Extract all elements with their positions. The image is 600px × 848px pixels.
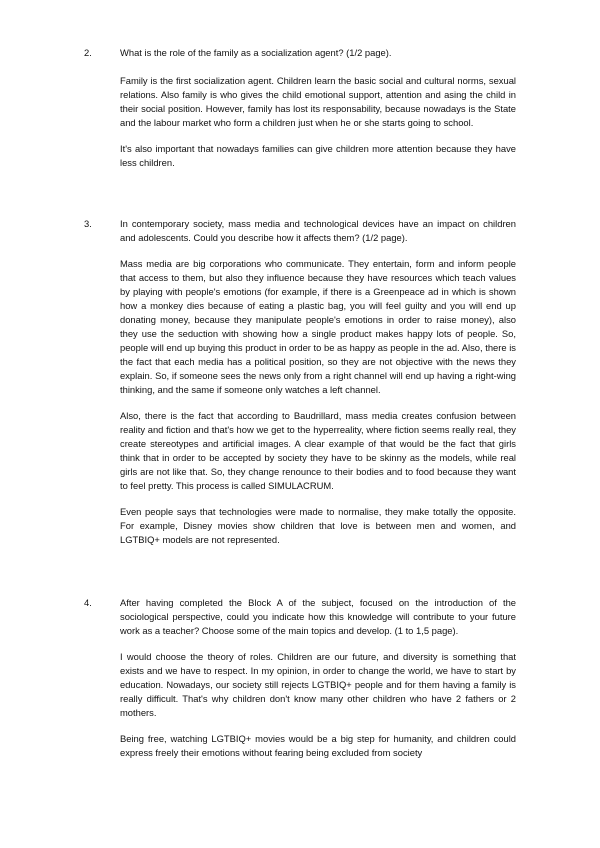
question-prompt: What is the role of the family as a socialization agent? (1/2 page). bbox=[120, 47, 392, 58]
answer-paragraph: Being free, watching LGTBIQ+ movies would be a big step for humanity, and children could express freely their emotions without fearing being excluded from society bbox=[120, 733, 516, 758]
question-number: 2. bbox=[84, 47, 92, 58]
question-number: 3. bbox=[84, 218, 92, 229]
question-answer bbox=[120, 257, 516, 547]
answer-paragraph: Also, there is the fact that according to Baudrillard, mass media creates confusion between reality and fiction and that's how we get to the hyperreality, where fiction seems really real, they create stereotypes and artificial images. A clear example of that would be the fact that girls think that in order to be accepted by society they have to be skinny as the models, while real girls are not like that. So, they change renounce to their bodies and to food because they want to feel pretty. This process is called SIMULACRUM. bbox=[120, 410, 516, 491]
question-2 bbox=[84, 46, 516, 182]
question-4 bbox=[84, 596, 516, 772]
question-answer bbox=[120, 650, 516, 760]
answer-paragraph: Mass media are big corporations who communicate. They entertain, form and inform people that access to them, but also they influence because they have resources which teach values by playing with people's emotions (for example, if there is a Greenpeace ad in which is shown how a monkey dies because of eating a plastic bag, you will feel guilty and you will end up donating money, because they manipulate people's emotions in order to raise money), also they use the seduction with showing how a single product makes happy lots of people. So, people will end up buying this product in order to be as happy as people in the ad. Also, there is the fact that each media has a political position, so they are not objective with the news they explain. So, if someone sees the news only from a right channel will end up having a right-wing thinking, and the same if someone only watches a left channel. bbox=[120, 258, 516, 395]
answer-paragraph: Family is the first socialization agent. Children learn the basic social and cultural norms, sexual relations. Also family is who gives the child emotional support, attention and asing the child in their social position. However, family has lost its responsability, because nowadays is the State and the labour market who form a children just when he or she starts going to school. bbox=[120, 75, 516, 128]
answer-paragraph: It's also important that nowadays families can give children more attention because they have less children. bbox=[120, 143, 516, 168]
question-prompt: After having completed the Block A of the subject, focused on the introduction of the sociological perspective, could you indicate how this knowledge will contribute to your future work as a teacher? Choose some of the main topics and develop. (1 to 1,5 page). bbox=[120, 597, 516, 636]
answer-paragraph: Even people says that technologies were made to normalise, they make totally the opposite. For example, Disney movies show children that love is between men and women, and LGTBIQ+ models are not represented. bbox=[120, 506, 516, 545]
answer-paragraph: I would choose the theory of roles. Children are our future, and diversity is something that exists and we have to respect. In my opinion, in order to change the world, we have to start by education. Nowadays, our society still rejects LGTBIQ+ people and for them having a family is really difficult. That's why children don't know many other children who have 2 fathers or 2 mothers. bbox=[120, 651, 516, 718]
question-number: 4. bbox=[84, 597, 92, 608]
question-3 bbox=[84, 217, 516, 559]
question-answer bbox=[120, 74, 516, 170]
question-prompt: In contemporary society, mass media and technological devices have an impact on children and adolescents. Could you describe how it affects them? (1/2 page). bbox=[120, 218, 516, 243]
